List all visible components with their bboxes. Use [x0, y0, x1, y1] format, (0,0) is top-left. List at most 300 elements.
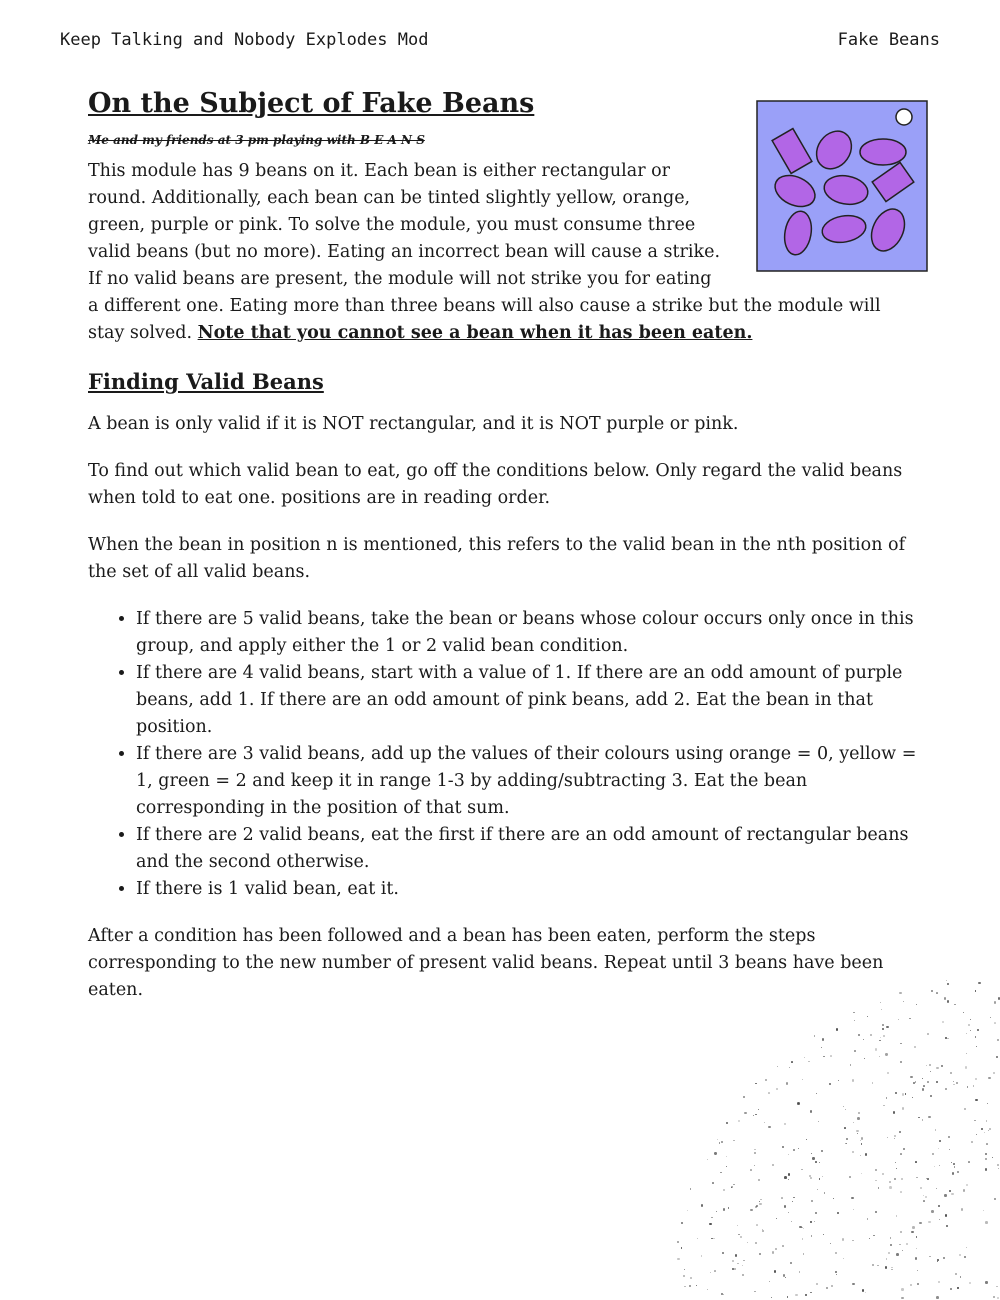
speck: [900, 1191, 902, 1193]
speck: [711, 1217, 713, 1219]
speck: [875, 1180, 877, 1182]
speck: [852, 1079, 854, 1081]
speck: [941, 1065, 942, 1066]
speck: [707, 1159, 708, 1160]
speck: [992, 1157, 993, 1158]
speck: [721, 1141, 723, 1143]
speck: [806, 1139, 807, 1140]
speck: [810, 1177, 812, 1179]
speck: [776, 1088, 778, 1090]
speck: [896, 1215, 897, 1216]
speck: [963, 1012, 964, 1013]
speck: [852, 1240, 854, 1242]
speck: [891, 1269, 893, 1271]
speck: [900, 1043, 902, 1045]
speck: [733, 1140, 734, 1141]
speck: [837, 1212, 839, 1214]
speck: [758, 1109, 759, 1110]
speck: [823, 1234, 824, 1235]
speck: [750, 1169, 752, 1171]
speck: [905, 1093, 906, 1094]
speck: [964, 1256, 966, 1258]
speck: [885, 1053, 887, 1055]
speck: [753, 1115, 754, 1116]
speck: [862, 1289, 865, 1292]
speck: [900, 1231, 902, 1233]
speck: [947, 1038, 948, 1039]
speck: [798, 1148, 799, 1149]
speck: [984, 1132, 985, 1133]
speck: [830, 1243, 831, 1244]
speck: [939, 1140, 941, 1142]
speck: [965, 1066, 968, 1069]
speck: [836, 1028, 838, 1030]
speck: [877, 1265, 878, 1266]
speck: [969, 1282, 971, 1284]
speck: [677, 1258, 679, 1260]
speck: [861, 1143, 863, 1145]
speck: [738, 1234, 740, 1236]
speck: [976, 1046, 977, 1047]
speck: [899, 992, 901, 994]
speck: [714, 1270, 716, 1272]
speck: [810, 1110, 812, 1112]
speck: [810, 1292, 811, 1293]
speck: [758, 1179, 760, 1181]
speck: [883, 1035, 885, 1037]
speck: [819, 1162, 820, 1163]
speck: [915, 1161, 917, 1163]
speck: [819, 1178, 821, 1180]
speck: [872, 1264, 874, 1266]
speck: [951, 1162, 952, 1163]
speck: [864, 1058, 865, 1059]
speck: [938, 1148, 939, 1149]
speck: [824, 1192, 826, 1194]
speck: [737, 1263, 739, 1265]
speck: [983, 1210, 984, 1211]
speck: [935, 1129, 937, 1131]
paragraph: To find out which valid bean to eat, go off the conditions below. Only regard the valid beans when told to eat one. positions are in reading order.: [88, 461, 903, 508]
header-module-type: Keep Talking and Nobody Explodes Mod: [60, 30, 429, 50]
speck: [950, 1072, 952, 1074]
speck: [951, 1193, 953, 1195]
speck: [988, 1077, 990, 1079]
status-light: [896, 109, 912, 125]
speck: [939, 1219, 941, 1221]
speck: [701, 1204, 703, 1206]
speck: [937, 1261, 939, 1263]
intro-text: This module has 9 beans on it. Each bean is either rectangular or round. Additionally, each bean can be tinted slightly yellow, orange, green, purple or pink. To solve the module, you must consume three valid beans (but no more). Eating an incorrect bean will cause a strike. If no valid beans are present, the module will not strike you for eating a different one. Eating more than three beans will also cause a strike but the module will stay solved.: [88, 161, 881, 343]
speck: [801, 1169, 803, 1171]
speck: [915, 1081, 916, 1082]
speck: [953, 1084, 955, 1086]
speck: [928, 1116, 930, 1118]
speck: [735, 1254, 738, 1257]
speck: [732, 1268, 734, 1270]
speck: [774, 1270, 776, 1272]
speck: [856, 1130, 858, 1132]
speck: [945, 1214, 948, 1217]
speck: [842, 1238, 844, 1240]
speck: [900, 1153, 902, 1155]
speck: [853, 1122, 854, 1123]
speck: [788, 1154, 789, 1155]
speck: [776, 1218, 777, 1219]
speck: [957, 1287, 958, 1288]
speck: [677, 1241, 679, 1243]
speck: [985, 1168, 988, 1171]
speck: [882, 1024, 884, 1026]
speck: [889, 1186, 892, 1189]
speck: [765, 1079, 767, 1081]
speck: [959, 1254, 961, 1256]
speck: [981, 1128, 983, 1130]
speck: [879, 1056, 880, 1057]
speck: [838, 1080, 839, 1081]
speck: [821, 1047, 822, 1048]
speck: [973, 1085, 974, 1086]
speck: [931, 1210, 934, 1213]
speck: [939, 1165, 940, 1166]
speck: [906, 1243, 908, 1245]
speck: [754, 1291, 756, 1293]
speck: [784, 1205, 786, 1207]
speck: [893, 1111, 896, 1114]
speck: [963, 1189, 965, 1191]
speck: [987, 1103, 989, 1105]
speck: [681, 1222, 683, 1224]
speck: [785, 1277, 786, 1278]
speck: [955, 1273, 957, 1275]
speck: [797, 1102, 800, 1105]
speck: [816, 1283, 818, 1285]
speck: [865, 1153, 867, 1155]
speck: [744, 1112, 746, 1114]
speck: [826, 1287, 828, 1289]
speck: [949, 1149, 950, 1150]
speck: [755, 1206, 757, 1208]
speck: [994, 1001, 996, 1003]
speck: [936, 1081, 938, 1083]
speck: [754, 1149, 755, 1150]
speck: [720, 1172, 722, 1174]
speck: [815, 1212, 817, 1214]
speck: [788, 1212, 790, 1214]
closing-paragraph: After a condition has been followed and a bean has been eaten, perform the steps corresponding to the new number of present valid beans. Repeat until 3 beans have been eaten.: [88, 926, 884, 1000]
flavor-text: Me and my friends at 3 pm playing with B E A N S: [88, 133, 425, 147]
speck: [923, 1085, 925, 1087]
speck: [875, 1048, 878, 1051]
speck: [873, 1235, 874, 1236]
eaten-note: Note that you cannot see a bean when it has been eaten.: [197, 323, 753, 343]
speck: [759, 1253, 761, 1255]
speck: [728, 1207, 730, 1209]
speck: [903, 1148, 905, 1150]
speck: [927, 1033, 930, 1036]
speck: [822, 1038, 824, 1040]
speck: [762, 1230, 764, 1232]
speck: [942, 1021, 944, 1023]
speck: [899, 1131, 901, 1133]
speck: [857, 1133, 858, 1134]
speck: [711, 1238, 712, 1239]
speck: [993, 1296, 995, 1298]
speck: [791, 1221, 792, 1222]
speck: [957, 1171, 959, 1173]
speck: [938, 1205, 940, 1207]
speck: [880, 1037, 881, 1038]
speck: [966, 1033, 967, 1034]
speck: [914, 1046, 916, 1048]
speck: [861, 1137, 863, 1139]
conditions-list: [88, 606, 918, 903]
speck: [946, 980, 947, 981]
speck: [726, 1166, 727, 1167]
speck: [894, 1178, 896, 1180]
speck: [887, 1137, 888, 1138]
speck: [734, 1268, 736, 1270]
speck: [968, 1161, 970, 1163]
speck: [953, 1163, 955, 1165]
speck: [822, 1176, 823, 1177]
speck: [968, 1024, 970, 1026]
speck: [911, 1231, 913, 1233]
speck: [985, 1158, 987, 1160]
speck: [787, 1296, 789, 1298]
speck: [899, 1244, 900, 1245]
speck: [814, 1035, 816, 1037]
header-module-name: Fake Beans: [837, 30, 940, 50]
speck: [733, 1184, 734, 1185]
speck: [888, 1252, 890, 1254]
speck: [858, 1112, 860, 1114]
speck: [681, 1247, 683, 1249]
speck: [742, 1265, 744, 1267]
speck: [970, 1030, 971, 1031]
speck: [947, 983, 949, 985]
speck: [867, 1218, 868, 1219]
speck: [967, 1086, 969, 1088]
speck: [760, 1199, 762, 1201]
condition-item: • If there are 4 valid beans, start with a value of 1. If there are an odd amount of purple beans, add 1. If there are an odd amount of pink beans, add 2. Eat the bean in that position.: [136, 660, 918, 741]
speck: [885, 1266, 887, 1268]
speck: [954, 1166, 955, 1167]
speck: [710, 1272, 711, 1273]
speck: [775, 1248, 777, 1250]
speck: [986, 1120, 988, 1122]
speck: [943, 1257, 945, 1259]
speck: [833, 1198, 834, 1199]
speck: [931, 990, 933, 992]
speck: [835, 1271, 837, 1273]
speck: [836, 1274, 837, 1275]
speck: [723, 1189, 726, 1192]
speck: [684, 1286, 686, 1288]
speck: [925, 1196, 927, 1198]
speck: [846, 1138, 848, 1140]
speck: [723, 1294, 724, 1295]
speck: [743, 1260, 744, 1261]
speck: [817, 1189, 818, 1190]
speck: [795, 1294, 798, 1297]
speck: [788, 1179, 789, 1180]
speck: [978, 982, 981, 985]
speck: [690, 1277, 692, 1279]
speck: [891, 1267, 893, 1269]
paragraph: A bean is only valid if it is NOT rectangular, and it is NOT purple or pink.: [88, 414, 739, 434]
speck: [865, 1292, 866, 1293]
speck: [772, 1164, 773, 1165]
speck: [726, 1122, 728, 1124]
speck: [858, 1034, 860, 1036]
speck: [740, 1236, 742, 1238]
speck: [845, 1109, 846, 1110]
speck: [882, 1028, 884, 1030]
condition-item: • If there are 3 valid beans, add up the values of their colours using orange = 0, yellow = 1, green = 2 and keep it in range 1-3 by adding/subtracting 3. Eat the bean corresponding in the position of that sum.: [136, 741, 918, 822]
speck: [732, 1260, 734, 1262]
speck: [784, 1176, 787, 1179]
speck: [894, 1138, 895, 1139]
speck: [916, 1236, 917, 1237]
speck: [683, 1275, 685, 1277]
speck: [916, 1177, 917, 1178]
speck: [716, 1211, 717, 1212]
speck: [754, 1165, 755, 1166]
speck: [789, 1067, 790, 1068]
speck: [870, 1034, 872, 1036]
speck: [936, 992, 938, 994]
speck: [880, 1002, 881, 1003]
speck: [860, 1155, 861, 1156]
speck: [947, 1000, 949, 1002]
speck: [818, 1121, 819, 1122]
speck: [927, 1081, 929, 1083]
speck: [786, 1082, 788, 1084]
speck: [953, 1081, 954, 1082]
speck: [808, 1061, 809, 1062]
speck: [919, 1222, 921, 1224]
speck: [747, 1242, 748, 1243]
speck: [936, 1067, 938, 1069]
speck: [976, 1134, 978, 1136]
speck: [852, 1151, 854, 1153]
speck: [811, 1235, 812, 1236]
speck: [948, 1136, 950, 1138]
speck: [823, 1056, 824, 1057]
speck: [997, 1039, 999, 1041]
speck: [849, 1176, 851, 1178]
speck: [697, 1238, 698, 1239]
speck: [714, 1152, 716, 1154]
speck: [801, 1227, 803, 1229]
speck: [782, 1245, 784, 1247]
speck: [790, 1262, 792, 1264]
speck: [977, 1029, 978, 1030]
speck: [966, 1247, 967, 1248]
speck: [993, 1072, 995, 1074]
speck: [831, 1285, 833, 1287]
speck: [930, 1071, 931, 1072]
speck: [756, 1224, 758, 1226]
speck: [793, 1197, 794, 1198]
speck: [755, 1242, 757, 1244]
speck: [717, 1139, 718, 1140]
speck: [719, 1142, 721, 1144]
speck: [994, 1198, 996, 1200]
speck: [722, 1252, 724, 1254]
speck: [814, 1221, 816, 1223]
speck: [712, 1182, 714, 1184]
speck: [738, 1120, 740, 1122]
speck: [944, 1194, 946, 1196]
speck: [927, 1178, 928, 1179]
speck: [896, 1168, 898, 1170]
speck: [684, 1269, 685, 1270]
speck: [949, 1190, 951, 1192]
speck: [887, 1072, 889, 1074]
speck: [966, 1184, 968, 1186]
speck: [852, 1283, 854, 1285]
speck: [799, 1271, 801, 1273]
speck: [936, 1296, 939, 1299]
speck: [726, 1156, 727, 1157]
speck: [895, 1092, 897, 1094]
speck: [945, 1088, 947, 1090]
speck: [769, 1281, 770, 1282]
speck: [843, 1106, 844, 1107]
speck: [996, 1286, 997, 1287]
speck: [793, 1149, 795, 1151]
speck: [754, 1152, 756, 1154]
page-title: On the Subject of Fake Beans: [88, 88, 535, 119]
speck: [975, 1099, 977, 1101]
speck: [687, 1210, 688, 1211]
speck: [777, 1066, 778, 1067]
speck: [875, 1211, 877, 1213]
speck: [975, 1078, 977, 1080]
speck: [902, 1107, 904, 1109]
speck: [926, 1065, 927, 1066]
speck: [998, 1168, 1000, 1170]
module-diagram: [756, 100, 928, 272]
speck: [912, 1226, 915, 1229]
speck: [811, 1200, 813, 1202]
speck: [788, 1173, 790, 1175]
speck: [900, 1061, 902, 1063]
speck: [771, 1297, 772, 1298]
speck: [811, 1153, 812, 1154]
speck: [966, 1053, 967, 1054]
condition-item: • If there is 1 valid bean, eat it.: [136, 876, 918, 903]
speck: [803, 1228, 805, 1230]
speck: [985, 1153, 987, 1155]
speck: [997, 1297, 999, 1299]
speck: [853, 1209, 855, 1211]
speck: [964, 1108, 966, 1110]
speck: [929, 1256, 930, 1257]
speck: [886, 1258, 888, 1260]
speck: [803, 1253, 805, 1255]
speck: [910, 1076, 912, 1078]
speck: [923, 1200, 925, 1202]
speck: [750, 1209, 753, 1212]
speck: [690, 1188, 692, 1190]
speck: [975, 1036, 976, 1037]
speck: [844, 1127, 846, 1129]
speck: [936, 1188, 938, 1190]
speck: [922, 1088, 925, 1091]
